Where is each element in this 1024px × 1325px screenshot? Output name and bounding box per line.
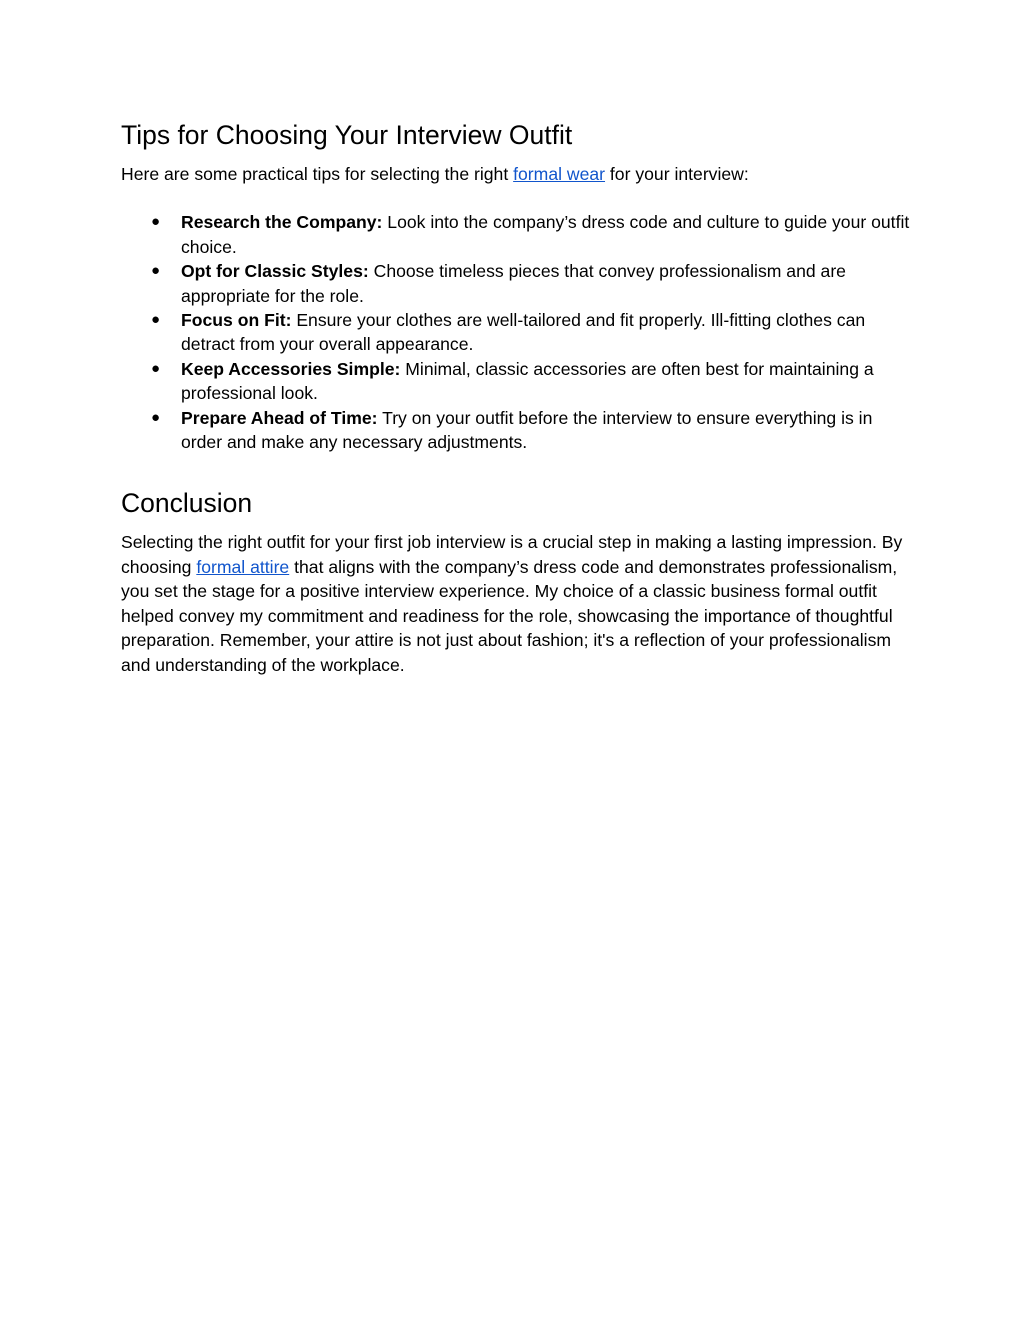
conclusion-text-end: that aligns with the company’s dress code and demonstrates professionalism, you set the stage for a positive interview experience. My choice of a classic business formal outfit helped convey my commitment and readiness for the role, showcasing the importance of thoughtful preparation. Remember, your attire is not just about fashion; it's a reflection of your professionalism and understanding of the workplace. — [121, 556, 898, 675]
formal-wear-link[interactable]: formal wear — [513, 164, 606, 184]
tips-intro-text: Here are some practical tips for selecting the right — [121, 164, 514, 184]
bullet-icon: ● — [151, 213, 161, 231]
bullet-icon: ● — [151, 311, 161, 329]
list-item — [121, 308, 911, 357]
tips-list — [121, 210, 911, 454]
tip-text: Ensure your clothes are well-tailored and fit properly. Ill-fitting clothes can detract from your overall appearance. — [181, 310, 866, 355]
tip-text: Choose timeless pieces that convey professionalism and are appropriate for the role. — [181, 261, 846, 306]
tip-title: Keep Accessories Simple: — [181, 358, 401, 379]
bullet-icon: ● — [151, 262, 161, 280]
tips-heading: Tips for Choosing Your Interview Outfit — [121, 120, 573, 150]
bullet-icon: ● — [151, 359, 161, 377]
list-item — [121, 406, 911, 455]
tips-intro-text-end: for your interview: — [605, 164, 749, 184]
list-item — [121, 357, 911, 406]
conclusion-paragraph — [121, 530, 911, 676]
bullet-icon: ● — [151, 408, 161, 426]
tip-title: Opt for Classic Styles: — [181, 261, 369, 282]
tip-text: Try on your outfit before the interview to ensure everything is in order and make any necessary adjustments. — [181, 407, 873, 453]
list-item — [121, 210, 911, 259]
tip-title: Prepare Ahead of Time: — [181, 407, 378, 428]
tip-title: Focus on Fit: — [181, 310, 292, 331]
tip-text: Look into the company’s dress code and culture to guide your outfit choice. — [181, 212, 910, 257]
formal-attire-link[interactable]: formal attire — [196, 556, 290, 577]
conclusion-text: Selecting the right outfit for your first job interview is a crucial step in making a lasting impression. By choosing — [121, 532, 903, 577]
document-page — [121, 118, 911, 677]
tip-title: Research the Company: — [181, 212, 383, 233]
tip-text: Minimal, classic accessories are often best for maintaining a professional look. — [181, 358, 874, 404]
tips-intro — [121, 162, 911, 186]
list-item — [121, 259, 911, 308]
conclusion-heading: Conclusion — [121, 488, 253, 519]
